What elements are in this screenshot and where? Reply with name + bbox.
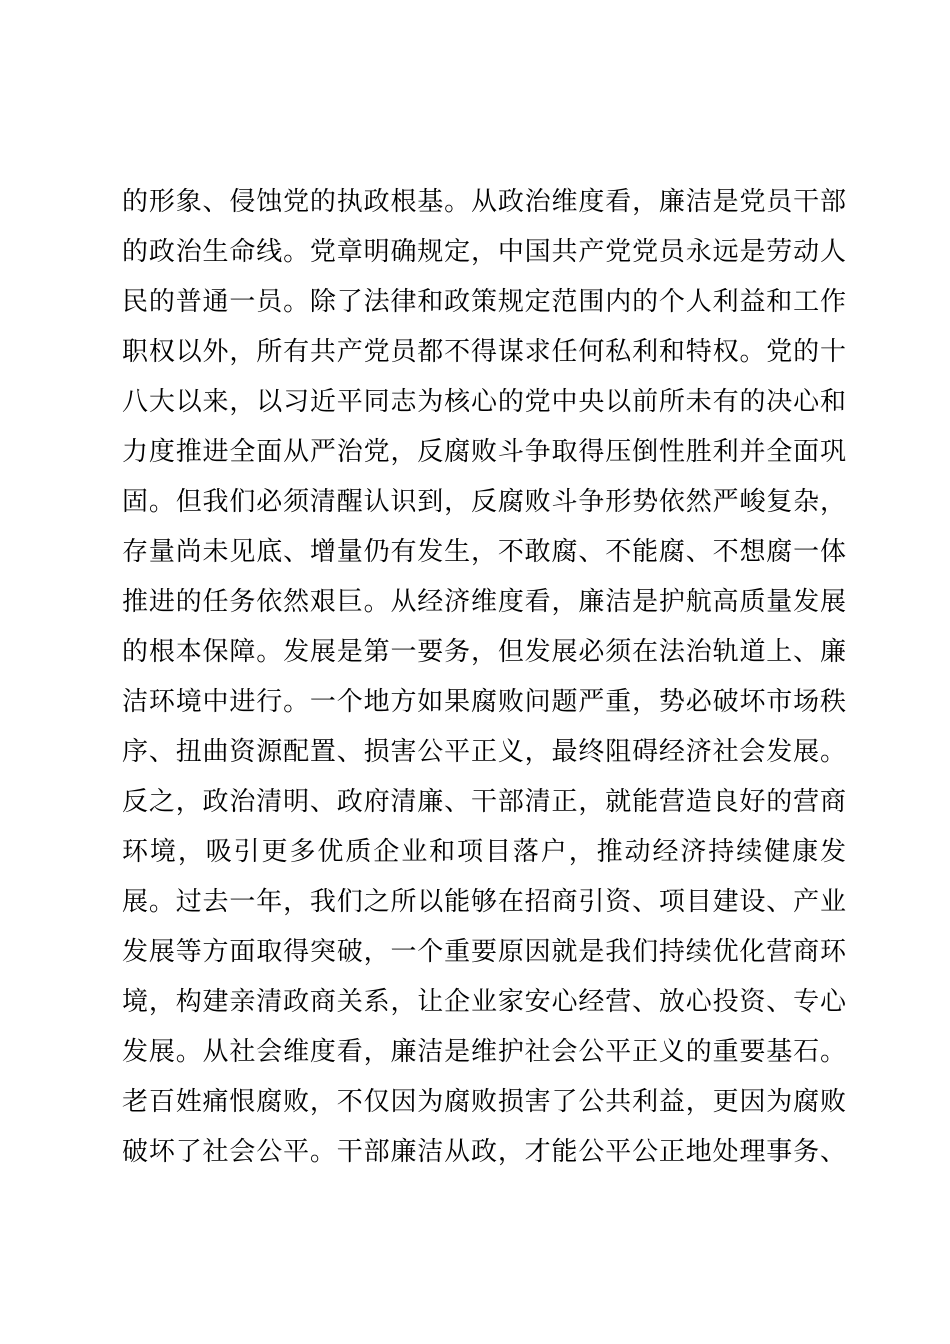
text-line: 老百姓痛恨腐败，不仅因为腐败损害了公共利益，更因为腐败 (122, 1086, 846, 1116)
text-line: 序、扭曲资源配置、损害公平正义，最终阻碍经济社会发展。 (122, 736, 846, 766)
text-line: 反之，政治清明、政府清廉、干部清正，就能营造良好的营商 (122, 786, 846, 816)
text-line: 八大以来，以习近平同志为核心的党中央以前所未有的决心和 (122, 386, 846, 416)
text-line: 的根本保障。发展是第一要务，但发展必须在法治轨道上、廉 (122, 636, 846, 666)
text-line: 环境，吸引更多优质企业和项目落户，推动经济持续健康发 (122, 836, 846, 866)
text-line: 民的普通一员。除了法律和政策规定范围内的个人利益和工作 (122, 286, 846, 316)
text-line: 力度推进全面从严治党，反腐败斗争取得压倒性胜利并全面巩 (122, 436, 846, 466)
text-line: 发展。从社会维度看，廉洁是维护社会公平正义的重要基石。 (122, 1036, 846, 1066)
document-text (122, 176, 846, 1176)
text-line: 发展等方面取得突破，一个重要原因就是我们持续优化营商环 (122, 936, 846, 966)
text-line: 存量尚未见底、增量仍有发生，不敢腐、不能腐、不想腐一体 (122, 536, 846, 566)
text-line: 破坏了社会公平。干部廉洁从政，才能公平公正地处理事务、 (122, 1136, 846, 1166)
text-line: 展。过去一年，我们之所以能够在招商引资、项目建设、产业 (122, 886, 846, 916)
text-line: 推进的任务依然艰巨。从经济维度看，廉洁是护航高质量发展 (122, 586, 846, 616)
text-line: 的政治生命线。党章明确规定，中国共产党党员永远是劳动人 (122, 236, 846, 266)
text-line: 职权以外，所有共产党员都不得谋求任何私利和特权。党的十 (122, 336, 846, 366)
text-line: 的形象、侵蚀党的执政根基。从政治维度看，廉洁是党员干部 (122, 186, 846, 216)
text-line: 境，构建亲清政商关系，让企业家安心经营、放心投资、专心 (122, 986, 846, 1016)
text-line: 洁环境中进行。一个地方如果腐败问题严重，势必破坏市场秩 (122, 686, 846, 716)
text-line: 固。但我们必须清醒认识到，反腐败斗争形势依然严峻复杂， (122, 486, 846, 516)
